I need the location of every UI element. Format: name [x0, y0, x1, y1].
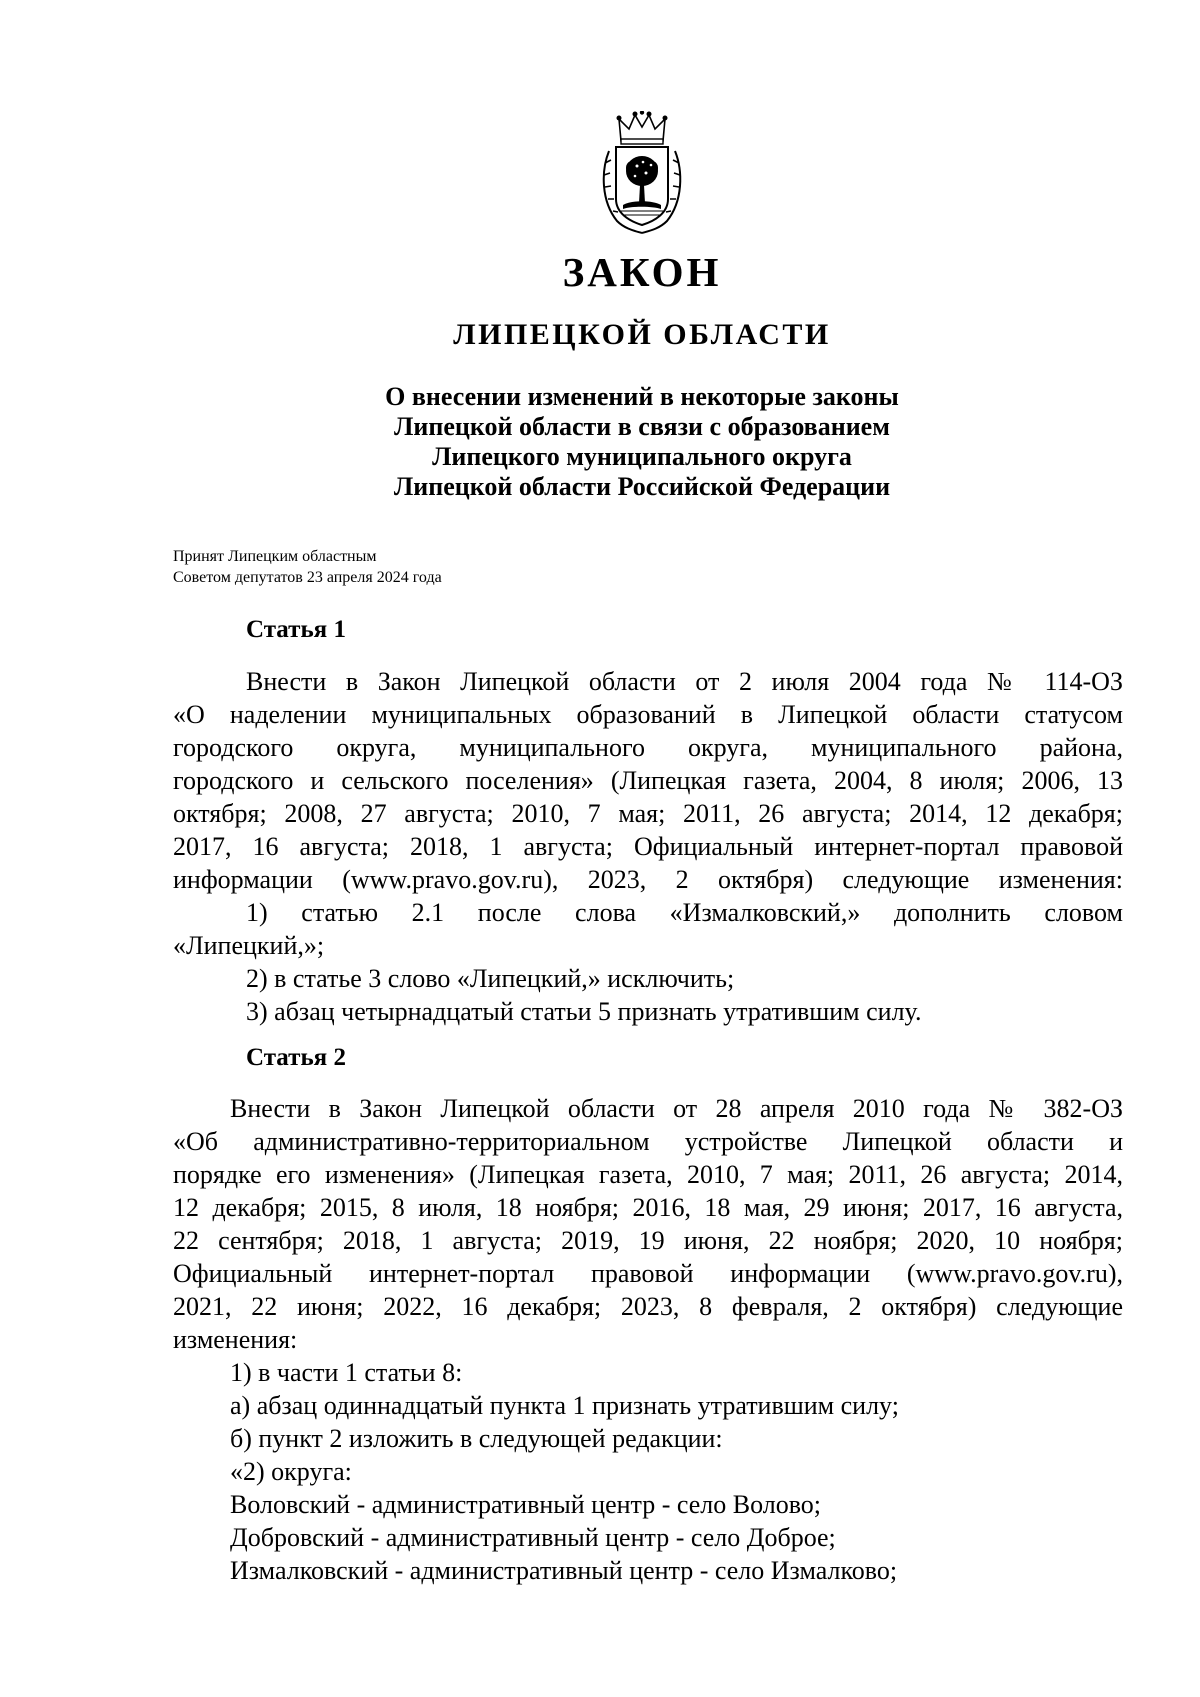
text-line: изменения: — [173, 1325, 298, 1354]
text-line: 22 сентября; 2018, 1 августа; 2019, 19 июня, 22 ноября; 2020, 10 ноября; — [173, 1226, 1123, 1255]
subtitle-line: Липецкой области в связи с образованием — [394, 412, 890, 441]
text-line: 12 декабря; 2015, 8 июля, 18 ноября; 2016, 18 мая, 29 июня; 2017, 16 августа, — [173, 1193, 1123, 1222]
document-title: ЗАКОН — [562, 249, 722, 295]
text-line: Измалковский - административный центр - село Измалково; — [230, 1556, 898, 1585]
adoption-line: Советом депутатов 23 апреля 2024 года — [173, 569, 442, 586]
article-2-body — [173, 1092, 1123, 1587]
document-region-title: ЛИПЕЦКОЙ ОБЛАСТИ — [453, 318, 831, 351]
article-2-title: Статья 2 — [246, 1044, 346, 1071]
text-line: «Липецкий,»; — [173, 931, 325, 960]
text-line: а) абзац одиннадцатый пункта 1 признать утратившим силу; — [230, 1391, 899, 1420]
text-line: Официальный интернет-портал правовой информации (www.pravo.gov.ru), — [173, 1259, 1123, 1288]
text-line: Воловский - административный центр - село Волово; — [230, 1490, 822, 1519]
text-line: 2021, 22 июня; 2022, 16 декабря; 2023, 8 февраля, 2 октября) следующие — [173, 1292, 1123, 1321]
subtitle-line: Липецкого муниципального округа — [432, 442, 852, 471]
text-line: 3) абзац четырнадцатый статьи 5 признать утратившим силу. — [246, 997, 922, 1026]
text-line: октября; 2008, 27 августа; 2010, 7 мая; 2011, 26 августа; 2014, 12 декабря; — [173, 799, 1123, 828]
text-line: 1) в части 1 статьи 8: — [230, 1358, 463, 1387]
text-line: «Об административно-территориальном устройстве Липецкой области и — [173, 1127, 1123, 1156]
text-line: городского округа, муниципального округа, муниципального района, — [173, 733, 1123, 762]
document-subtitle — [0, 382, 1200, 502]
text-line: Внести в Закон Липецкой области от 28 апреля 2010 года № 382-ОЗ — [230, 1094, 1123, 1123]
text-line: Добровский - административный центр - село Доброе; — [230, 1523, 836, 1552]
adoption-line: Принят Липецким областным — [173, 548, 377, 565]
subtitle-line: Липецкой области Российской Федерации — [393, 472, 891, 501]
article-1-title: Статья 1 — [246, 616, 346, 643]
text-line: Внести в Закон Липецкой области от 2 июля 2004 года № 114-ОЗ — [246, 667, 1123, 696]
adoption-note — [173, 546, 442, 588]
article-1-body — [173, 665, 1123, 1028]
subtitle-line: О внесении изменений в некоторые законы — [385, 382, 899, 411]
text-line: б) пункт 2 изложить в следующей редакции: — [230, 1424, 723, 1453]
text-line: порядке его изменения» (Липецкая газета, 2010, 7 мая; 2011, 26 августа; 2014, — [173, 1160, 1123, 1189]
text-line: 1) статью 2.1 после слова «Измалковский,» дополнить словом — [246, 898, 1123, 927]
text-line: «2) округа: — [230, 1457, 352, 1486]
text-line: 2) в статье 3 слово «Липецкий,» исключить; — [246, 964, 735, 993]
lipetsk-region-coat-of-arms-icon — [599, 111, 685, 235]
text-line: информации (www.pravo.gov.ru), 2023, 2 октября) следующие изменения: — [173, 865, 1123, 894]
text-line: городского и сельского поселения» (Липецкая газета, 2004, 8 июля; 2006, 13 — [173, 766, 1123, 795]
text-line: 2017, 16 августа; 2018, 1 августа; Официальный интернет-портал правовой — [173, 832, 1123, 861]
text-line: «О наделении муниципальных образований в Липецкой области статусом — [173, 700, 1123, 729]
